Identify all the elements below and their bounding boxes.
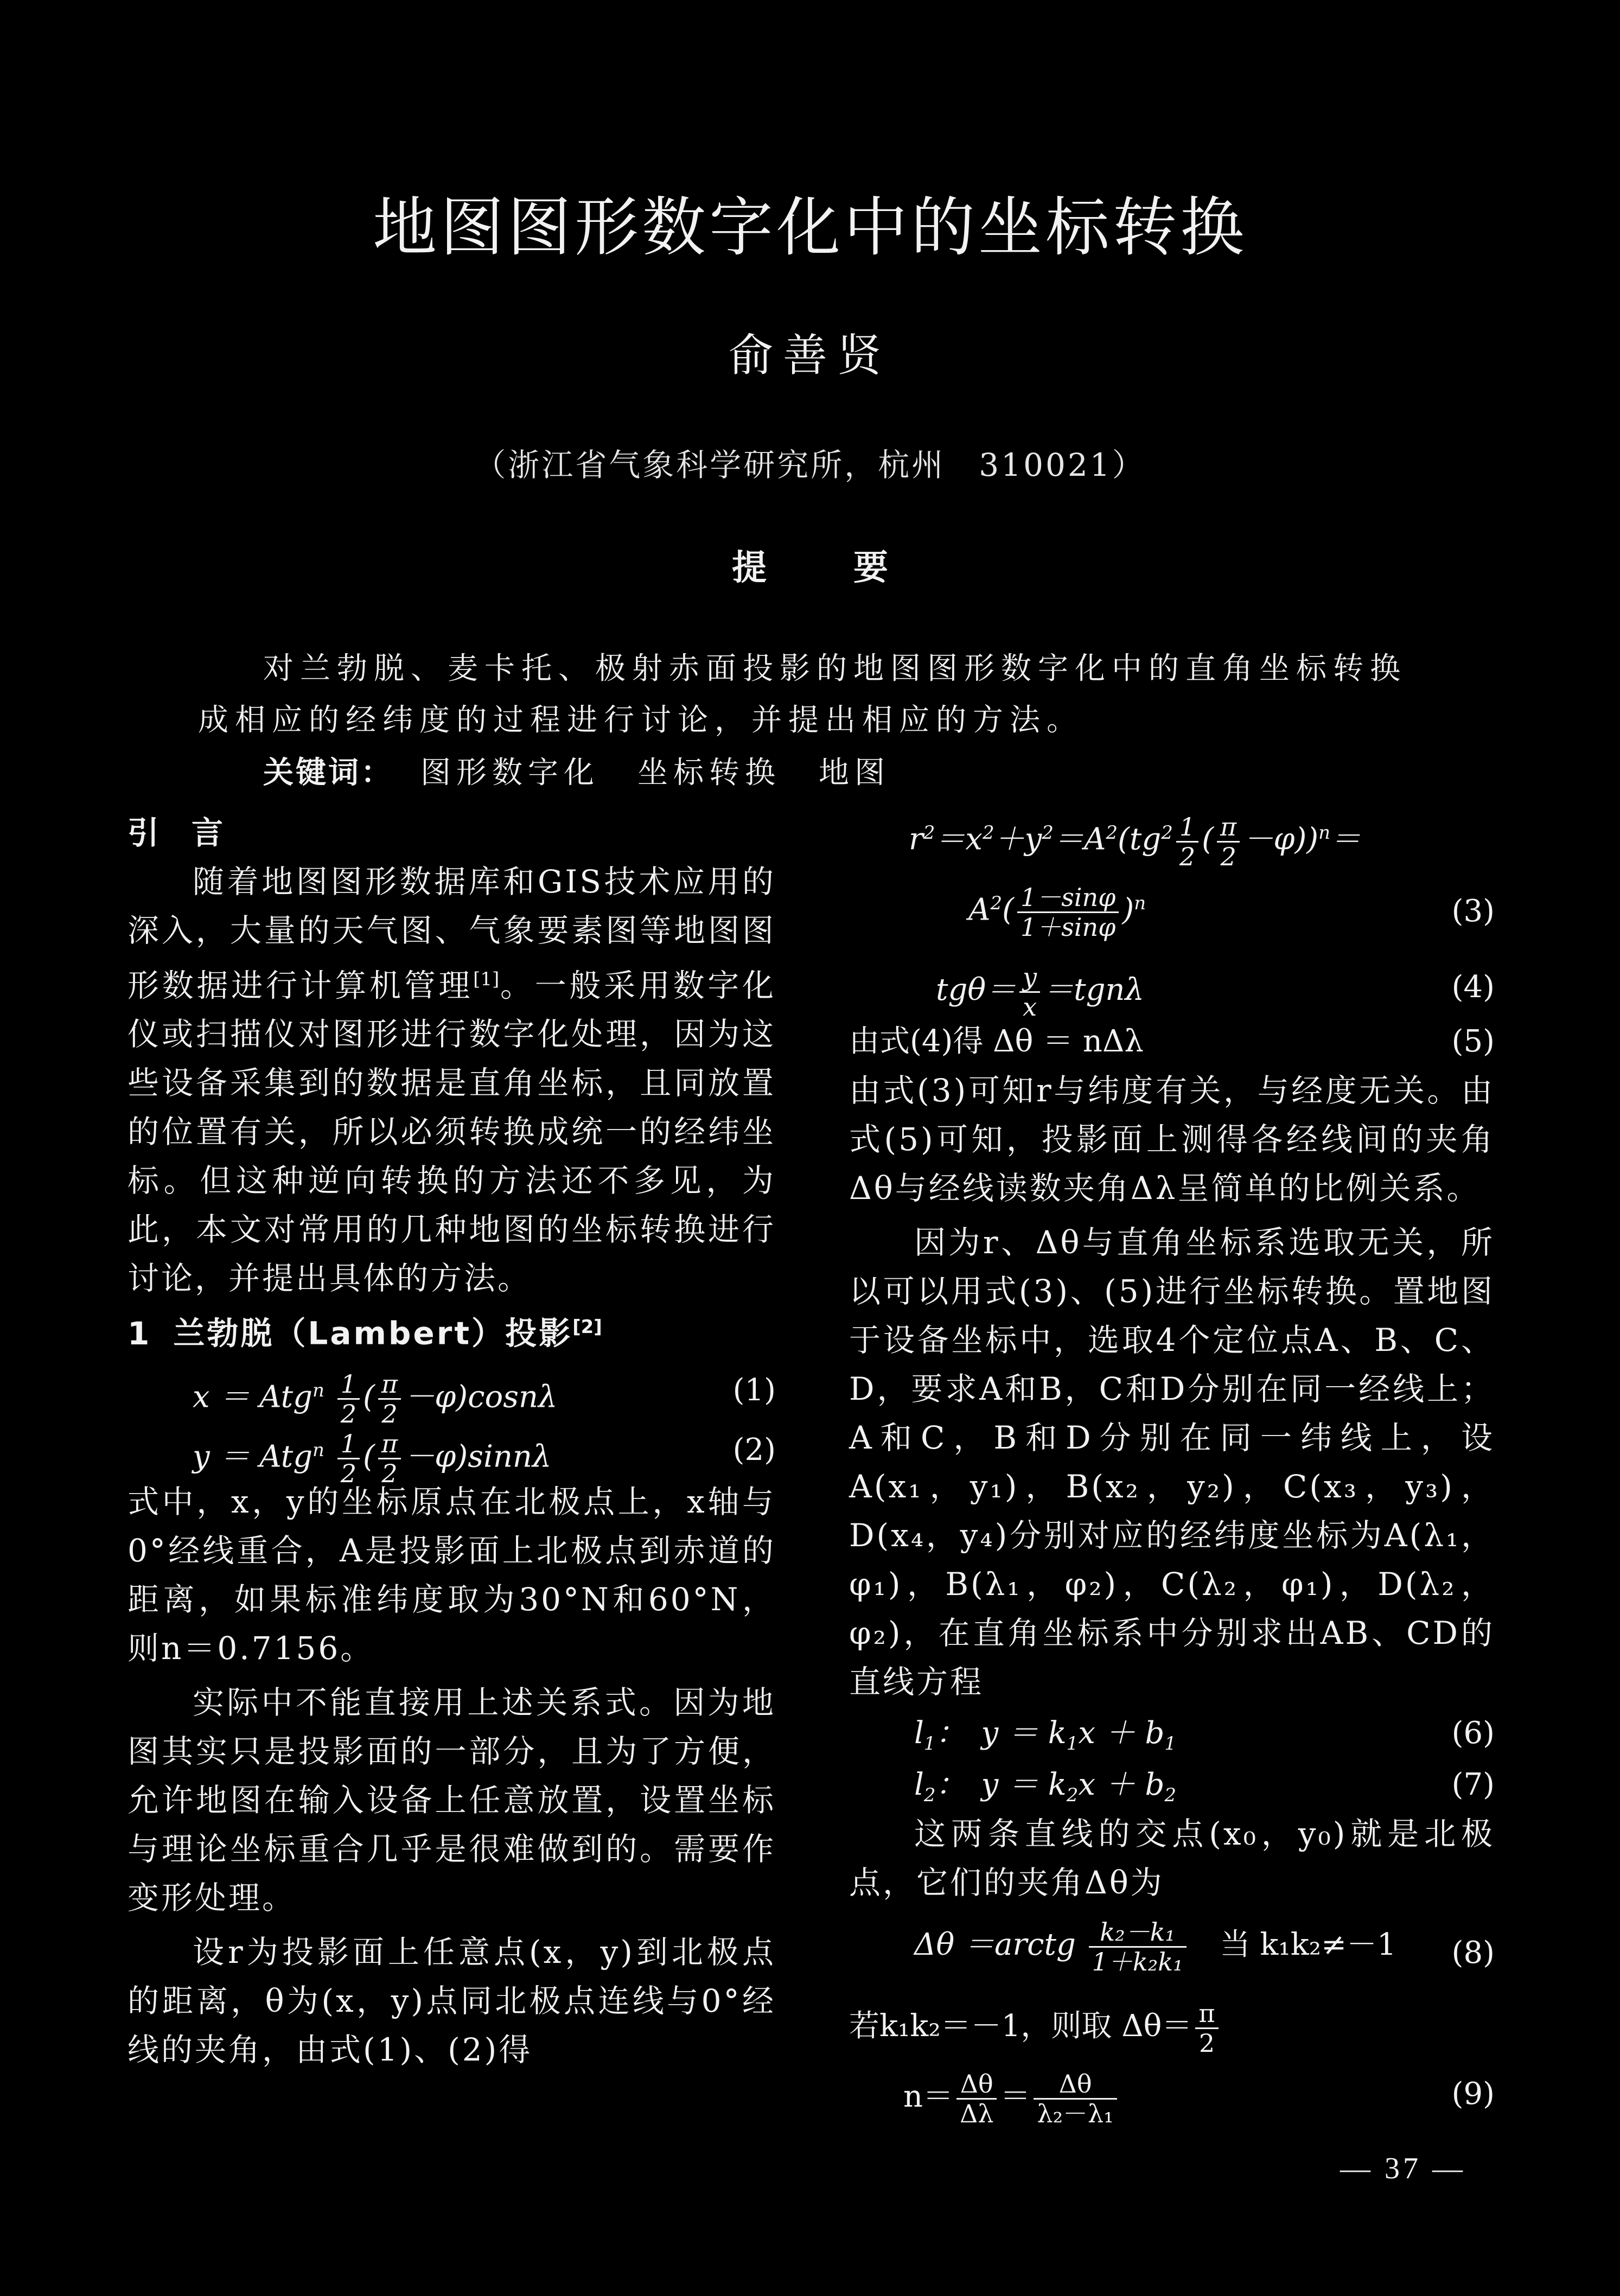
intro-heading: 引言 bbox=[127, 814, 256, 851]
equation-formula: $l_2$： $y = k_2x + b_2$ bbox=[914, 1767, 1177, 1807]
equation-number: (4) bbox=[1451, 970, 1495, 1005]
equation-text: 若k₁k₂＝－1，则取 Δθ＝ bbox=[849, 2008, 1192, 2044]
equation-number: (9) bbox=[1451, 2076, 1495, 2112]
equation-formula: Δθ ＝arctg $\frac{\text{k₂－k₁}}{\text{1＋k₂k₁}}$ 当 k₁k₂≠－1 bbox=[914, 1917, 1396, 1976]
right-column bbox=[849, 808, 1495, 2135]
equation-formula: tgθ＝ $\frac{y}{x}$ ＝tgnλ bbox=[936, 962, 1144, 1022]
keyword: 图形数字化 bbox=[420, 755, 599, 790]
paragraph: 式中，x，y的坐标原点在北极点上，x轴与0°经线重合，A是投影面上北极点到赤道的距离，如果标准纬度取为30°N和60°N，则n＝0.7156。 bbox=[127, 1483, 776, 1667]
abstract-text: 对兰勃脱、麦卡托、极射赤面投影的地图图形数字化中的直角坐标转换成相应的经纬度的过程进行讨论，并提出相应的方法。 bbox=[198, 651, 1407, 738]
keywords-label: 关键词： bbox=[263, 755, 393, 790]
intro-paragraph bbox=[127, 857, 776, 1303]
equation-formula: 由式(4)得 Δθ ＝ nΔλ bbox=[849, 1024, 1144, 1059]
intro-text-cont: 。一般采用数字化仪或扫描仪对图形进行数字化处理，因为这些设备采集到的数据是直角坐标，且同放置的位置有关，所以必须转换成统一的经纬坐标。但这种逆向转换的方法还不多见，为此，本文对常用的几种地图的坐标转换进行讨论，并提出具体的方法。 bbox=[127, 967, 776, 1297]
section-heading bbox=[127, 1303, 776, 1357]
equation-6 bbox=[849, 1706, 1495, 1758]
equation-8 bbox=[849, 1907, 1495, 1988]
equation-4 bbox=[849, 955, 1495, 1022]
equation-7 bbox=[849, 1758, 1495, 1809]
paragraph: 因为r、Δθ与直角坐标系选取无关，所以可以用式(3)、(5)进行坐标转换。置地图于设备坐标中，选取4个定位点A、B、C、D，要求A和B，C和D分别在同一经线上；A和C，B和D分别在同一纬线上，设A(x₁，y₁)，B(x₂，y₂)，C(x₃，y₃)，D(x₄，y₄)分别对应的经纬度坐标为A(λ₁，φ₁)，B(λ₁，φ₂)，C(λ₂，φ₁)，D(λ₂，φ₂)，在直角坐标系中分别求出AB、CD的直线方程 bbox=[849, 1224, 1495, 1700]
citation: [1] bbox=[473, 968, 500, 990]
equation-9 bbox=[849, 2059, 1495, 2135]
equation-cond bbox=[849, 1988, 1495, 2059]
equation-r2 bbox=[849, 808, 1495, 871]
equation-number: (3) bbox=[1451, 894, 1495, 929]
section-title: 兰勃脱（Lambert）投影 bbox=[173, 1315, 573, 1352]
equation-number: (8) bbox=[1451, 1935, 1495, 1970]
equation-2 bbox=[127, 1418, 776, 1489]
equation-number: (6) bbox=[1451, 1715, 1495, 1751]
equation-1 bbox=[127, 1358, 776, 1429]
paragraph: 实际中不能直接用上述关系式。因为地图其实只是投影面的一部分，且为了方便，允许地图在输入设备上任意放置，设置坐标与理论坐标重合几乎是很难做到的。需要作变形处理。 bbox=[127, 1683, 776, 1916]
equation-formula: $l_1$： $y = k_1x + b_1$ bbox=[914, 1715, 1177, 1755]
section-number: 1 bbox=[127, 1315, 152, 1352]
equation-number: (1) bbox=[732, 1372, 776, 1408]
equation-formula: y ＝ Atg$^n$ $\frac{1}{2}$ ( $\frac{\pi}{2}$ －φ)sinnλ bbox=[193, 1429, 552, 1489]
equation-formula: $r^2=x^2+y^2=A^2(tg^2$ $\frac{1}{2}$ ( $\frac{\pi}{2}$ －φ))$^n$＝ bbox=[909, 812, 1361, 871]
equation-formula: x ＝ Atg$^n$ $\frac{1}{2}$ ( $\frac{\pi}{2}$ －φ)cosnλ bbox=[193, 1369, 558, 1429]
keyword: 地图 bbox=[819, 755, 890, 790]
affiliation: （浙江省气象科学研究所，杭州 310021） bbox=[474, 447, 1146, 483]
equation-condition: 当 k₁k₂≠－1 bbox=[1220, 1927, 1396, 1962]
page-number: — 37 — bbox=[1340, 2152, 1466, 2185]
left-column bbox=[127, 808, 776, 2074]
keywords bbox=[263, 749, 928, 792]
equation-number: (5) bbox=[1451, 1024, 1495, 1059]
paragraph: 设r为投影面上任意点(x，y)到北极点的距离，θ为(x，y)点同北极点连线与0°经线的夹角，由式(1)、(2)得 bbox=[127, 1933, 776, 2068]
equation-3 bbox=[849, 860, 1495, 955]
paragraph: 这两条直线的交点(x₀，y₀)就是北极点，它们的夹角Δθ为 bbox=[849, 1815, 1495, 1901]
paragraph: 由式(3)可知r与纬度有关，与经度无关。由式(5)可知，投影面上测得各经线间的夹角Δθ与经线读数夹角Δλ呈简单的比例关系。 bbox=[849, 1072, 1495, 1207]
equation-formula: n＝ $\frac{\Delta\theta}{\Delta\lambda}$ ＝ $\frac{\Delta\theta}{\text{λ₂－λ₁}}$ bbox=[903, 2070, 1120, 2128]
equation-formula: $A^2$( $\frac{1-\sin\varphi}{1+\sin\varphi}$ )$^n$ bbox=[968, 882, 1146, 942]
intro-text: 随着地图图形数据库和GIS技术应用的深入，大量的天气图、气象要素图等地图图形数据进行计算机管理 bbox=[127, 863, 776, 1004]
page-title: 地图图形数字化中的坐标转换 bbox=[372, 190, 1247, 265]
author: 俞善贤 bbox=[728, 330, 891, 381]
equation-5 bbox=[849, 1015, 1495, 1066]
abstract-heading: 提要 bbox=[732, 547, 975, 588]
equation-number: (7) bbox=[1451, 1767, 1495, 1802]
keyword: 坐标转换 bbox=[637, 755, 781, 790]
equation-number: (2) bbox=[732, 1432, 776, 1468]
equation-formula: 若k₁k₂＝－1，则取 Δθ＝ $\frac{\pi}{2}$ bbox=[849, 1999, 1222, 2057]
citation: [2] bbox=[572, 1316, 602, 1338]
